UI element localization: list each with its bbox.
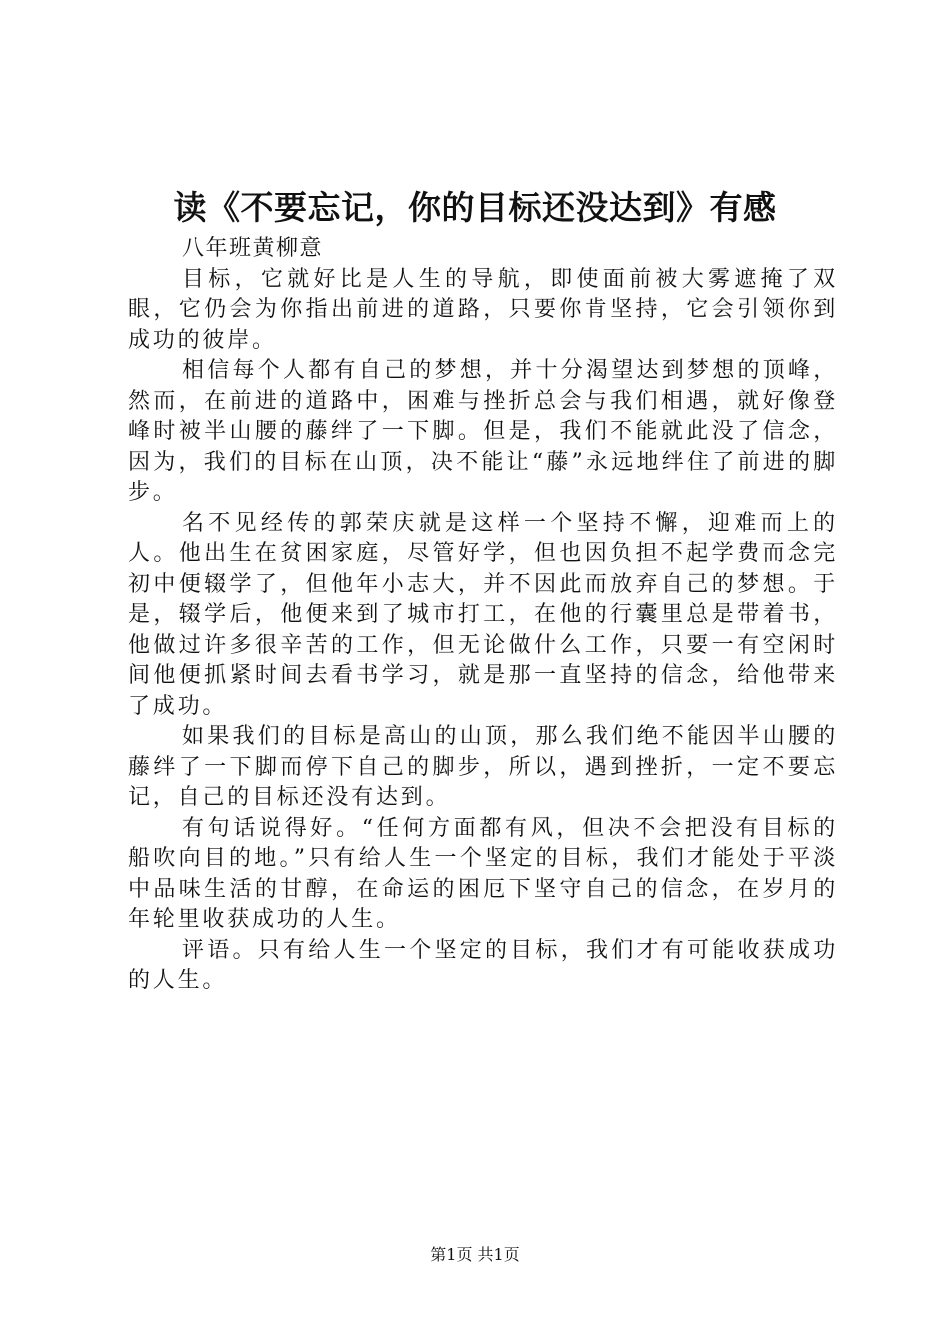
author-line: 八年班黄柳意 — [182, 236, 324, 261]
paragraph-6-comment: 评语。只有给人生一个坚定的目标，我们才有可能收获成功的人生。 — [128, 937, 838, 993]
paragraph-1: 目标，它就好比是人生的导航，即使面前被大雾遮掩了双眼，它仍会为你指出前进的道路，只要你肯坚持，它会引领你到成功的彼岸。 — [128, 266, 838, 353]
page-title: 读《不要忘记，你的目标还没达到》有感 — [173, 188, 777, 227]
page-footer: 第1页 共1页 — [430, 1245, 520, 1264]
document-body — [128, 234, 838, 997]
paragraph-2: 相信每个人都有自己的梦想，并十分渴望达到梦想的顶峰，然而，在前进的道路中，困难与挫折总会与我们相遇，就好像登峰时被半山腰的藤绊了一下脚。但是，我们不能就此没了信念，因为，我们的目标在山顶，决不能让“藤”永远地绊住了前进的脚步。 — [128, 358, 838, 505]
paragraph-4: 如果我们的目标是高山的山顶，那么我们绝不能因半山腰的藤绊了一下脚而停下自己的脚步，所以，遇到挫折，一定不要忘记，自己的目标还没有达到。 — [128, 724, 838, 810]
paragraph-3: 名不见经传的郭荣庆就是这样一个坚持不懈，迎难而上的人。他出生在贫困家庭，尽管好学，但也因负担不起学费而念完初中便辍学了，但他年小志大，并不因此而放弃自己的梦想。于是，辍学后，他便来到了城市打工，在他的行囊里总是带着书，他做过许多很辛苦的工作，但无论做什么工作，只要一有空闲时间他便抓紧时间去看书学习，就是那一直坚持的信念，给他带来了成功。 — [128, 510, 838, 719]
paragraph-5: 有句话说得好。“任何方面都有风，但决不会把没有目标的船吹向目的地。”只有给人生一个坚定的目标，我们才能处于平淡中品味生活的甘醇，在命运的困厄下坚守自己的信念，在岁月的年轮里收获成功的人生。 — [128, 815, 838, 932]
